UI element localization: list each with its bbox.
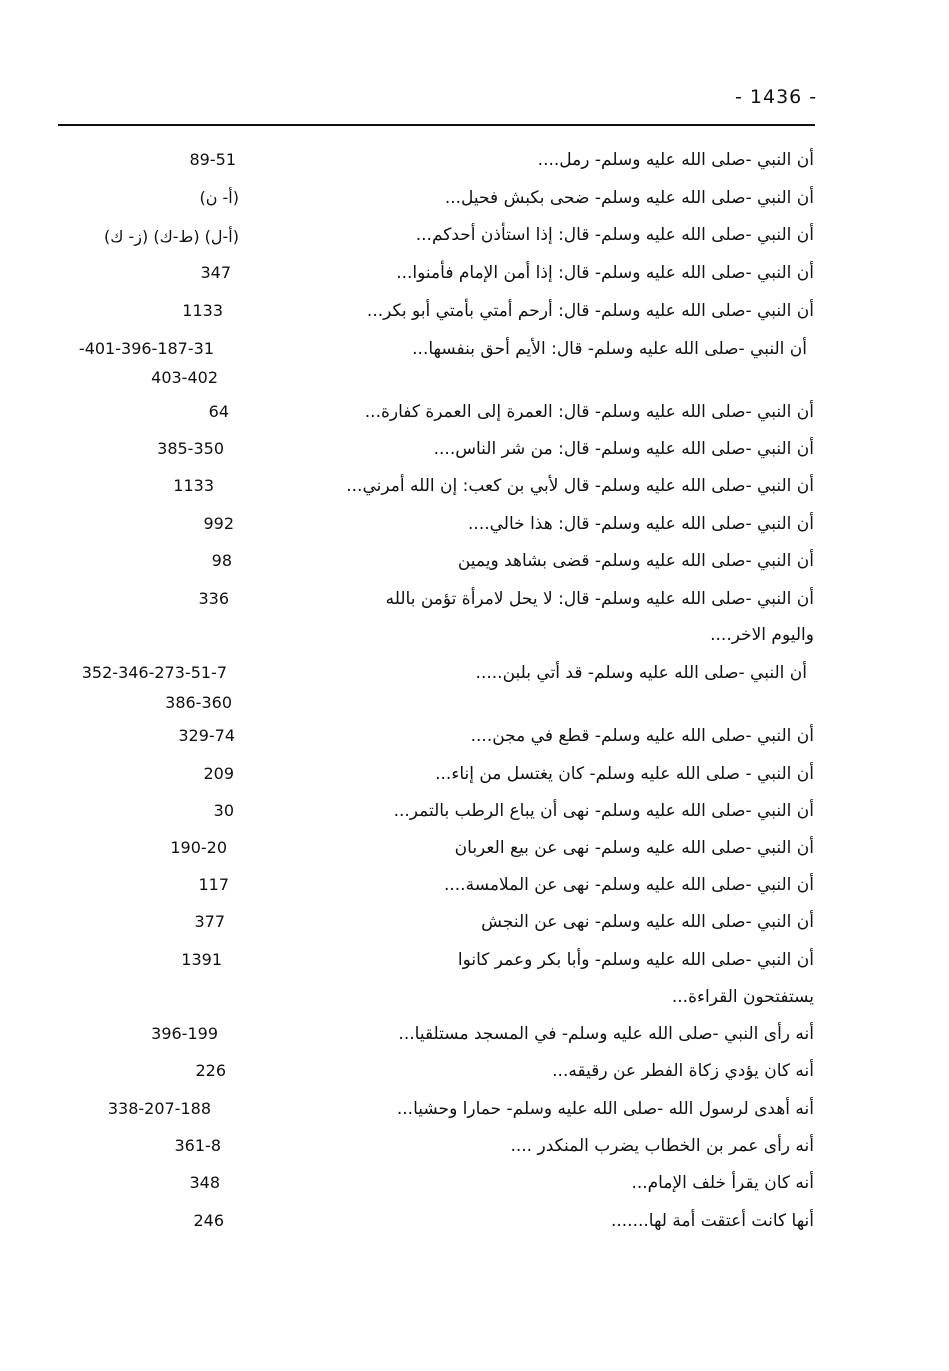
entry-text: أن النبي -صلى الله عليه وسلم- قال: لا يحل لامرأة تؤمن بالله: [385, 589, 814, 609]
entry-text: أنه كان يقرأ خلف الإمام...: [631, 1173, 814, 1193]
entry-reference: 336: [198, 589, 229, 608]
entry-text: أن النبي -صلى الله عليه وسلم- قال: إذا استأذن أحدكم...: [415, 225, 814, 245]
entry-reference: 385-350: [157, 439, 224, 458]
entry-reference: 396-199: [151, 1024, 218, 1043]
entry-text: أنها كانت أعتقت أمة لها.......: [610, 1211, 814, 1231]
entry-text: أن النبي -صلى الله عليه وسلم- قال: من شر الناس....: [433, 439, 814, 459]
entry-text: أن النبي -صلى الله عليه وسلم- رمل....: [537, 150, 814, 170]
entry-text: أنه كان يؤدي زكاة الفطر عن رقيقه...: [552, 1061, 814, 1081]
entry-reference: 117: [198, 875, 229, 894]
entry-reference: (أ- ن): [199, 188, 239, 207]
entry-reference: 64: [208, 402, 229, 421]
entry-reference: 347: [200, 263, 231, 282]
entry-reference: 338-207-188: [107, 1099, 211, 1118]
entry-text: أن النبي - صلى الله عليه وسلم- كان يغتسل من إناء...: [435, 764, 814, 784]
entry-text: أن النبي -صلى الله عليه وسلم- نهى عن بيع العربان: [454, 838, 814, 858]
entry-text: أنه أهدى لرسول الله -صلى الله عليه وسلم- حمارا وحشيا...: [396, 1099, 814, 1119]
entry-text: أن النبي -صلى الله عليه وسلم- قضى بشاهد ويمين: [457, 551, 814, 571]
entry-reference: -401-396-187-31: [78, 339, 214, 358]
entry-reference: 377: [194, 912, 225, 931]
entry-reference: 361-8: [174, 1136, 221, 1155]
entry-text: أن النبي -صلى الله عليه وسلم- قال: هذا خالي....: [468, 514, 814, 534]
entry-reference: 1133: [182, 301, 223, 320]
page-number: - 1436 -: [735, 86, 818, 108]
entry-text: أن النبي -صلى الله عليه وسلم- نهى عن الملامسة....: [443, 875, 814, 895]
entry-text: أن النبي -صلى الله عليه وسلم- وأبا بكر وعمر كانوا: [457, 950, 814, 970]
entry-reference: 98: [211, 551, 232, 570]
entry-reference: 89-51: [189, 150, 236, 169]
entry-text: أن النبي -صلى الله عليه وسلم- ضحى بكبش فحيل...: [444, 188, 814, 208]
entry-reference-continued: 386-360: [165, 693, 232, 712]
entry-reference: 190-20: [170, 838, 227, 857]
entry-text-continued: يستفتحون القراءة...: [671, 987, 814, 1007]
entry-reference: 348: [189, 1173, 220, 1192]
entry-text: أنه رأى النبي -صلى الله عليه وسلم- في المسجد مستلقيا...: [398, 1024, 814, 1044]
entry-text: أن النبي -صلى الله عليه وسلم- نهى أن يباع الرطب بالتمر...: [393, 801, 814, 821]
entry-reference: 226: [195, 1061, 226, 1080]
entry-text: أن النبي -صلى الله عليه وسلم- قطع في مجن....: [470, 726, 814, 746]
entry-reference: 992: [203, 514, 234, 533]
entry-text: أن النبي -صلى الله عليه وسلم- نهى عن النجش: [481, 912, 814, 932]
entry-reference: 30: [213, 801, 234, 820]
entry-reference: (ز- ك) (ط-ك) (أ-ل): [103, 227, 239, 246]
entry-text: أن النبي -صلى الله عليه وسلم- قال لأبي بن كعب: إن الله أمرني...: [346, 476, 814, 496]
entry-text: أن النبي -صلى الله عليه وسلم- قد أتي بلبن.....: [475, 663, 807, 683]
entry-text: أن النبي -صلى الله عليه وسلم- قال: إذا أمن الإمام فأمنوا...: [396, 263, 814, 283]
entry-text-continued: واليوم الاخر....: [710, 625, 814, 645]
entry-reference: 1391: [181, 950, 222, 969]
entry-reference: 352-346-273-51-7: [81, 663, 227, 682]
entry-text: أن النبي -صلى الله عليه وسلم- قال: أرحم أمتي بأمتي أبو بكر...: [366, 301, 814, 321]
entry-reference: 1133: [173, 476, 214, 495]
entry-reference: 246: [193, 1211, 224, 1230]
entry-reference: 329-74: [178, 726, 235, 745]
entry-reference: 209: [203, 764, 234, 783]
entry-reference-continued: 403-402: [151, 368, 218, 387]
entry-text: أن النبي -صلى الله عليه وسلم- قال: العمرة إلى العمرة كفارة...: [364, 402, 814, 422]
entry-text: أن النبي -صلى الله عليه وسلم- قال: الأيم أحق بنفسها...: [412, 339, 807, 359]
entry-text: أنه رأى عمر بن الخطاب يضرب المنكدر ....: [510, 1136, 814, 1156]
